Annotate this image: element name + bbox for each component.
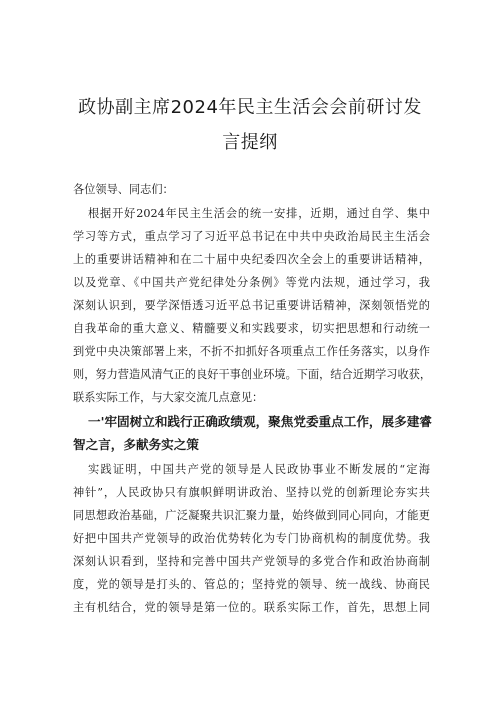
paragraph1-line: 则，努力营造风清气正的良好干事创业环境。下面，结合近期学习收获， [73,368,432,381]
section-heading-line-2: 智之言，多献务实之策 [73,437,199,452]
section-heading-line-1: 一'牢固树立和践行正确政绩观，聚焦党委重点工作，展多建睿 [88,414,432,429]
document-title-line-1: 政协副主席2024年民主生活会会前研讨发 [78,97,422,118]
paragraph2-line: 同思想政治基础，广泛凝聚共识汇聚力量，始终做到同心同向，才能更 [73,509,430,522]
salutation: 各位领导、同志们： [73,183,174,196]
paragraph1-line: 深刻认识到，要学深悟透习近平总书记重要讲话精神，深刻领悟党的 [73,299,430,312]
paragraph1-line: 自我革命的重大意义、精髓要义和实践要求，切实把思想和行动统一 [73,322,430,335]
paragraph1-line: 到党中央决策部署上来，不折不扣抓好各项重点工作任务落实，以身作 [73,345,430,358]
paragraph1-line: 上的重要讲话精神和在二十届中央纪委四次全会上的重要讲话精神， [73,253,430,266]
paragraph1-line: 学习等方式，重点学习了习近平总书记在中共中央政治局民主生活会 [73,230,430,243]
paragraph1-line: 以及党章、《中国共产党纪律处分条例》等党内法规，通过学习，我 [73,276,430,289]
paragraph1-line: 根据开好2024年民主生活会的统一安排，近期，通过自学、集中 [88,207,430,220]
paragraph2-line: 好把中国共产党领导的政治优势转化为专门协商机构的制度优势。我 [73,532,430,545]
paragraph2-line: 主有机结合，党的领导是第一位的。联系实际工作，首先，思想上同 [73,601,430,614]
paragraph2-line: 实践证明，中国共产党的领导是人民政协事业不断发展的“定海 [88,463,430,476]
paragraph2-line: 度，党的领导是打头的、管总的；坚持党的领导、统一战线、协商民 [73,578,430,591]
paragraph1-line: 联系实际工作，与大家交流几点意见： [73,391,264,404]
document-title-line-2: 言提纲 [222,132,278,153]
paragraph2-line: 神针”，人民政协只有旗帜鲜明讲政治、坚持以党的创新理论夯实共 [73,486,430,499]
paragraph2-line: 深刻认识看到，坚持和完善中国共产党领导的多党合作和政治协商制 [73,555,430,568]
